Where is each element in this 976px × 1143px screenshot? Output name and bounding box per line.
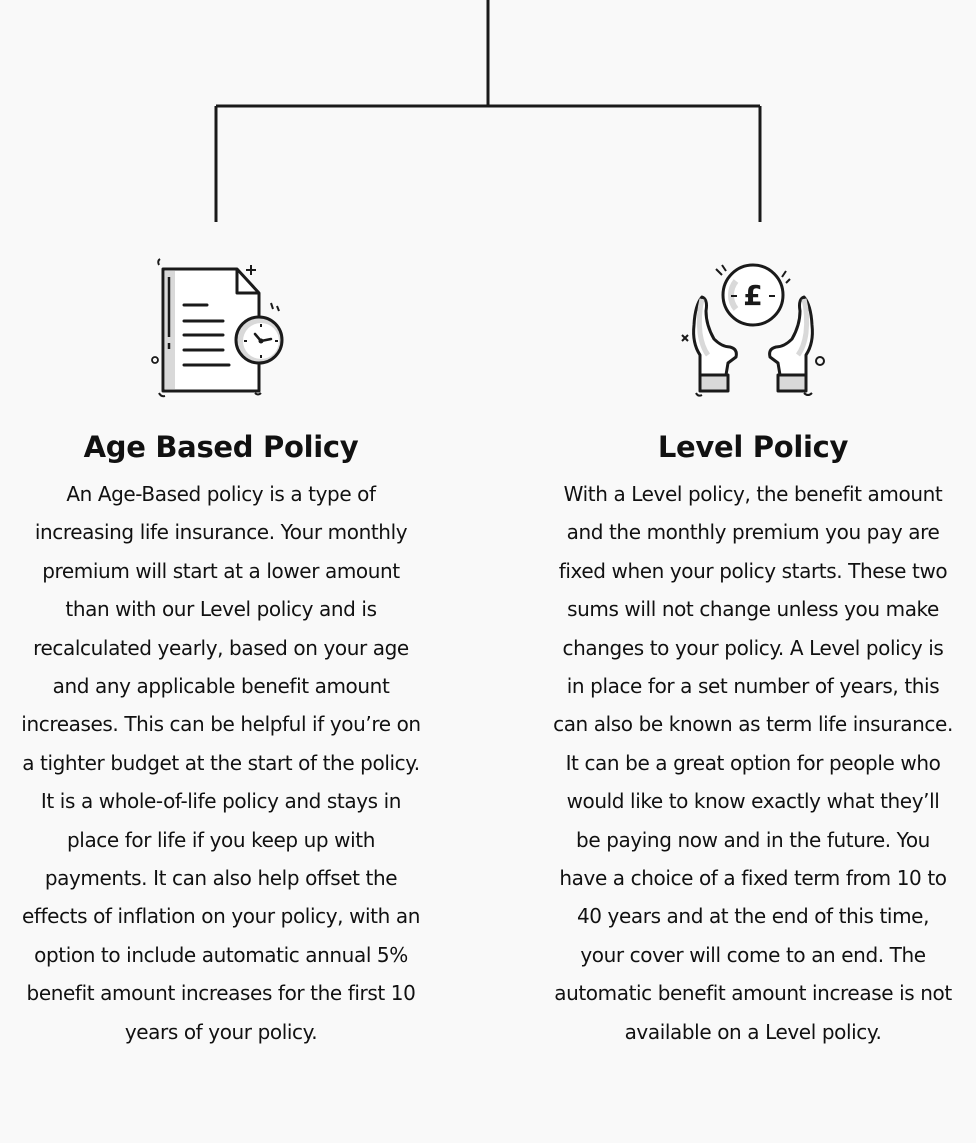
- document-clock-icon: [151, 255, 291, 400]
- tree-connector-lines: [0, 0, 976, 230]
- svg-text:£: £: [743, 279, 763, 312]
- level-policy-column: [553, 255, 953, 1051]
- hands-pound-coin-icon: [678, 255, 828, 400]
- policy-title: Age Based Policy: [83, 430, 359, 464]
- age-based-icon-wrap: [21, 255, 421, 405]
- age-based-policy-column: [21, 255, 421, 1051]
- level-icon-wrap: [553, 255, 953, 405]
- policy-description: An Age-Based policy is a type of increasing life insurance. Your monthly premium will start at a lower amount than with our Level policy and is recalculated yearly, based on your age and any applicable benefit amount increases. This can be helpful if you’re on a tighter budget at the start of the policy. It is a whole-of-life policy and stays in place for life if you keep up with payments. It can also help offset the effects of inflation on your policy, with an option to include automatic annual 5% benefit amount increases for the first 10 years of your policy.: [21, 482, 421, 1044]
- policy-title: Level Policy: [657, 430, 849, 464]
- policy-description: With a Level policy, the benefit amount and the monthly premium you pay are fixed when your policy starts. These two sums will not change unless you make changes to your policy. A Level policy is in place for a set number of years, this can also be known as term life insurance. It can be a great option for people who would like to know exactly what they’ll be paying now and in the future. You have a choice of a fixed term from 10 to 40 years and at the end of this time, your cover will come to an end. The automatic benefit amount increase is not available on a Level policy.: [553, 482, 953, 1044]
